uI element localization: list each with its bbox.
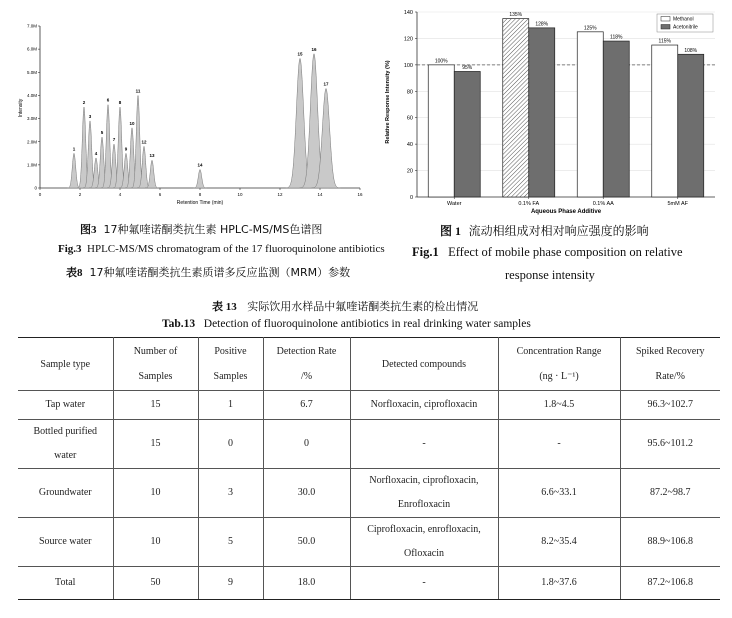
bar-methanol-3: [652, 45, 678, 197]
bar-value-label: 118%: [610, 34, 623, 41]
table-cell-range: [498, 518, 620, 567]
bar-acetonitrile-0: [454, 71, 480, 197]
chromatogram-peak-label-2: 2: [82, 100, 86, 105]
table-cell-text: 9: [228, 577, 233, 588]
chromatogram-y-tick-label: 3.0M: [26, 116, 37, 122]
table-cell-text: 6.7: [300, 399, 313, 410]
table-cell-text: 15: [150, 399, 161, 410]
chromatogram-y-tick-label: 6.0M: [26, 46, 37, 52]
table-cell-recovery: [620, 518, 720, 567]
table-cell-text: 3: [228, 487, 233, 498]
table-header-text: (ng · L⁻¹): [539, 371, 579, 382]
table-cell-text: 1: [228, 399, 233, 410]
chromatogram-peak-label-13: 13: [149, 153, 155, 159]
bar-methanol-2: [577, 32, 603, 197]
table-cell-text: 15: [150, 438, 161, 449]
table-row: [18, 391, 720, 420]
table-cell-text: 0: [228, 438, 233, 449]
bar-acetonitrile-2: [603, 41, 629, 197]
chromatogram-peak-label-8: 8: [118, 100, 122, 105]
table-title-en: [162, 318, 531, 330]
table-cell-rate: [263, 518, 350, 567]
table-cell-recovery: [620, 469, 720, 518]
table-cell-type: [18, 469, 113, 518]
bar-y-tick-label: 20: [406, 168, 413, 175]
bar-value-label: 95%: [462, 64, 473, 71]
table-header-text: Concentration Range: [516, 346, 602, 357]
table-cell-text: Ciprofloxacin, enrofloxacin,: [367, 524, 481, 535]
chromatogram-peak-label-5: 5: [100, 130, 104, 136]
table-cell-text: 10: [150, 487, 161, 498]
chromatogram-y-tick-label: 7.0M: [26, 23, 37, 29]
table-cell-text: Total: [55, 577, 76, 588]
table-title-cn-num: 表 13: [212, 301, 237, 313]
table-cell-text: Ofloxacin: [404, 548, 444, 559]
table-cell-type: [18, 567, 113, 600]
legend-swatch-acetonitrile: [661, 25, 670, 30]
table-cell-text: 1.8~37.6: [541, 577, 577, 588]
table-cell-pos: [198, 391, 263, 420]
chromatogram-peak-label-10: 10: [129, 120, 135, 126]
table-cell-text: 30.0: [297, 487, 316, 498]
table-header-text: Number of: [133, 346, 178, 357]
fig3-caption-en-text: HPLC-MS/MS chromatogram of the 17 fluoroquinolone antibiotics: [87, 243, 385, 255]
table-header-text: Sample type: [40, 358, 91, 370]
table-cell-text: 1.8~4.5: [543, 399, 575, 410]
table-cell-n: [113, 420, 198, 469]
table-cell-compounds: [350, 567, 498, 600]
table-cell-n: [113, 518, 198, 567]
table-cell-text: -: [557, 438, 561, 449]
bar-legend: [657, 14, 713, 32]
chromatogram-x-tick-label: 6: [158, 192, 162, 197]
chromatogram-y-tick-label: 5.0M: [26, 69, 37, 75]
table-header-text: Rate/%: [655, 371, 685, 382]
bar-value-label: 108%: [684, 47, 698, 54]
table-cell-pos: [198, 518, 263, 567]
table-cell-pos: [198, 469, 263, 518]
table-cell-range: [498, 420, 620, 469]
table-cell-n: [113, 567, 198, 600]
table-cell-n: [113, 391, 198, 420]
table-header-cell: [198, 338, 263, 391]
bar-value-label: 100%: [434, 58, 448, 65]
legend-swatch-methanol: [661, 17, 670, 22]
table-header-cell: [498, 338, 620, 391]
bar-category-label: 5mM AF: [667, 201, 688, 207]
bar-methanol-0: [428, 65, 454, 197]
table-row: [18, 567, 720, 600]
tab8-caption-cn-text: 17种氟喹诺酮类抗生素质谱多反应监测（MRM）参数: [89, 266, 351, 279]
table-cell-rate: [263, 391, 350, 420]
bar-y-tick-label: 140: [403, 10, 413, 16]
fig3-caption-en-num: Fig.3: [58, 243, 82, 255]
table-cell-compounds: [350, 518, 498, 567]
table-cell-text: 88.9~106.8: [647, 536, 693, 547]
table-cell-compounds: [350, 391, 498, 420]
table-cell-text: 96.3~102.7: [647, 399, 693, 410]
fig3-caption-cn-text: 17种氟喹诺酮类抗生素 HPLC-MS/MS色谱图: [103, 223, 323, 236]
chromatogram-y-tick-label: 1.0M: [26, 162, 37, 168]
table-row: [18, 420, 720, 469]
bar-category-label: 0.1% AA: [592, 201, 614, 207]
table-cell-text: -: [422, 438, 426, 449]
table-cell-range: [498, 391, 620, 420]
chromatogram-y-label: Intensity: [18, 98, 24, 118]
table-cell-text: 10: [150, 536, 161, 547]
table-cell-text: 6.6~33.1: [541, 487, 577, 498]
table-cell-text: 0: [304, 438, 309, 449]
table-header-text: Positive: [214, 346, 247, 357]
table-header-cell: [18, 338, 113, 391]
bar-methanol-1: [503, 19, 529, 197]
tab8-caption-cn-num: 表8: [66, 267, 83, 279]
table-title-en-text: Detection of fluoroquinolone antibiotics in real drinking water samples: [203, 318, 531, 330]
table-header-cell: [350, 338, 498, 391]
table-cell-rate: [263, 469, 350, 518]
table-title-cn-text: 实际饮用水样品中氟喹诺酮类抗生素的检出情况: [247, 300, 479, 313]
bar-chart: [375, 2, 725, 217]
table-cell-pos: [198, 420, 263, 469]
bar-y-tick-label: 40: [406, 142, 413, 149]
table-header-cell: [263, 338, 350, 391]
bar-y-tick-label: 100: [403, 62, 413, 69]
chromatogram-x-tick-label: 10: [237, 192, 243, 197]
table-cell-text: Bottled purified: [33, 426, 98, 437]
table-cell-pos: [198, 567, 263, 600]
bar-y-tick-label: 120: [403, 36, 413, 43]
bar-acetonitrile-3: [678, 54, 704, 197]
table-cell-text: 87.2~106.8: [647, 577, 693, 588]
fig1-caption-en-num: Fig.1: [412, 245, 439, 259]
chromatogram-peak-label-12: 12: [141, 139, 147, 145]
fig1-caption-cn-text: 流动相组成对相对响应强度的影响: [468, 224, 649, 238]
table-header-text: Spiked Recovery: [635, 346, 705, 357]
fig1-caption-en-line2: response intensity: [505, 268, 595, 282]
table-header-text: Detected compounds: [381, 358, 467, 370]
fig3-caption-cn-num: 图3: [80, 224, 97, 236]
table-cell-recovery: [620, 567, 720, 600]
bar-acetonitrile-1: [529, 28, 555, 197]
table-cell-text: Enrofloxacin: [397, 499, 451, 510]
table-cell-n: [113, 469, 198, 518]
bar-chart-x-label: Aqueous Phase Additive: [530, 209, 602, 215]
fig1-caption-cn-num: 图 1: [440, 224, 462, 238]
table-cell-range: [498, 469, 620, 518]
table-cell-compounds: [350, 420, 498, 469]
table-cell-text: Tap water: [45, 399, 86, 410]
table-cell-text: water: [54, 450, 77, 461]
legend-label-methanol: Methanol: [673, 16, 694, 23]
table-cell-compounds: [350, 469, 498, 518]
table-cell-text: -: [422, 577, 426, 588]
chromatogram-peak-label-11: 11: [135, 88, 141, 94]
fig3-caption-en: [58, 243, 385, 255]
fig1-caption-en-line1: Effect of mobile phase composition on relative: [448, 245, 683, 259]
table-cell-text: 50: [150, 577, 161, 588]
table-cell-text: 87.2~98.7: [650, 487, 691, 498]
chromatogram-peak-label-3: 3: [88, 113, 92, 119]
chromatogram-peak-label-6: 6: [106, 97, 110, 103]
table-cell-text: Source water: [39, 536, 92, 547]
chromatogram-peak-label-14: 14: [197, 162, 203, 168]
table-cell-text: 8.2~35.4: [541, 536, 577, 547]
table-cell-rate: [263, 420, 350, 469]
chromatogram-peak-14: [193, 169, 207, 188]
chromatogram-x-tick-label: 16: [357, 192, 363, 197]
chromatogram-y-tick-label: 4.0M: [26, 93, 37, 99]
chromatogram-x-label: Retention Time (min): [176, 200, 224, 206]
chromatogram-y-tick-label: 2.0M: [26, 139, 37, 145]
table-cell-recovery: [620, 420, 720, 469]
bar-value-label: 115%: [658, 38, 671, 45]
table-cell-rate: [263, 567, 350, 600]
table-cell-text: 50.0: [297, 536, 316, 547]
table-header-cell: [113, 338, 198, 391]
chromatogram-chart: [8, 8, 368, 208]
chromatogram-peak-label-9: 9: [124, 146, 128, 152]
chromatogram-peak-label-1: 1: [72, 146, 76, 152]
table-cell-range: [498, 567, 620, 600]
chromatogram-peak-label-4: 4: [94, 150, 98, 156]
bar-y-tick-label: 0: [409, 195, 413, 201]
bar-category-label: Water: [447, 201, 462, 207]
fig1-caption-en: [412, 245, 683, 260]
bar-value-label: 128%: [535, 21, 549, 28]
table-cell-text: 5: [228, 536, 233, 547]
table-cell-type: [18, 420, 113, 469]
chromatogram-peak-label-17: 17: [323, 81, 329, 87]
table-header-text: Samples: [213, 371, 248, 382]
table-header-cell: [620, 338, 720, 391]
table-cell-recovery: [620, 391, 720, 420]
fig1-caption-cn: [440, 222, 649, 239]
bar-value-label: 135%: [509, 12, 523, 19]
table-header-text: /%: [300, 371, 313, 382]
chromatogram-peak-1: [67, 153, 81, 188]
table-row: [18, 518, 720, 567]
table-cell-text: Norfloxacin, ciprofloxacin,: [369, 475, 479, 486]
chromatogram-x-tick-label: 2: [78, 192, 82, 197]
bar-category-label: 0.1% FA: [518, 201, 540, 207]
chromatogram-x-tick-label: 8: [198, 192, 202, 197]
fig3-caption-cn: [80, 221, 322, 237]
detection-table: [18, 337, 720, 600]
chromatogram-x-tick-label: 12: [277, 192, 283, 197]
chromatogram-peak-label-7: 7: [112, 137, 116, 143]
chromatogram-x-tick-label: 0: [38, 192, 42, 197]
table-title-en-num: Tab.13: [162, 318, 196, 330]
table-cell-type: [18, 391, 113, 420]
table-header-row: [18, 338, 720, 391]
table-row: [18, 469, 720, 518]
table-title-cn: [212, 298, 478, 314]
tab8-caption-cn: [66, 264, 350, 280]
chromatogram-x-tick-label: 4: [118, 192, 122, 197]
table-cell-text: Norfloxacin, ciprofloxacin: [370, 399, 478, 410]
chromatogram-peak-label-15: 15: [297, 51, 303, 57]
chromatogram-y-tick-label: 0: [34, 185, 37, 191]
table-cell-text: 95.6~101.2: [647, 438, 693, 449]
chromatogram-x-tick-label: 14: [317, 192, 323, 197]
table-cell-text: 18.0: [297, 577, 316, 588]
bar-chart-y-label: Relative Response Intensity (%): [385, 60, 391, 144]
table-header-text: Detection Rate: [276, 346, 337, 357]
chromatogram-peak-label-16: 16: [311, 46, 317, 52]
bar-y-tick-label: 80: [406, 89, 413, 96]
table-cell-type: [18, 518, 113, 567]
bar-value-label: 125%: [583, 25, 597, 32]
table-header-text: Samples: [138, 371, 173, 382]
table-cell-text: Groundwater: [38, 487, 92, 498]
legend-label-acetonitrile: Acetonitrile: [673, 24, 698, 31]
bar-y-tick-label: 60: [406, 115, 413, 122]
